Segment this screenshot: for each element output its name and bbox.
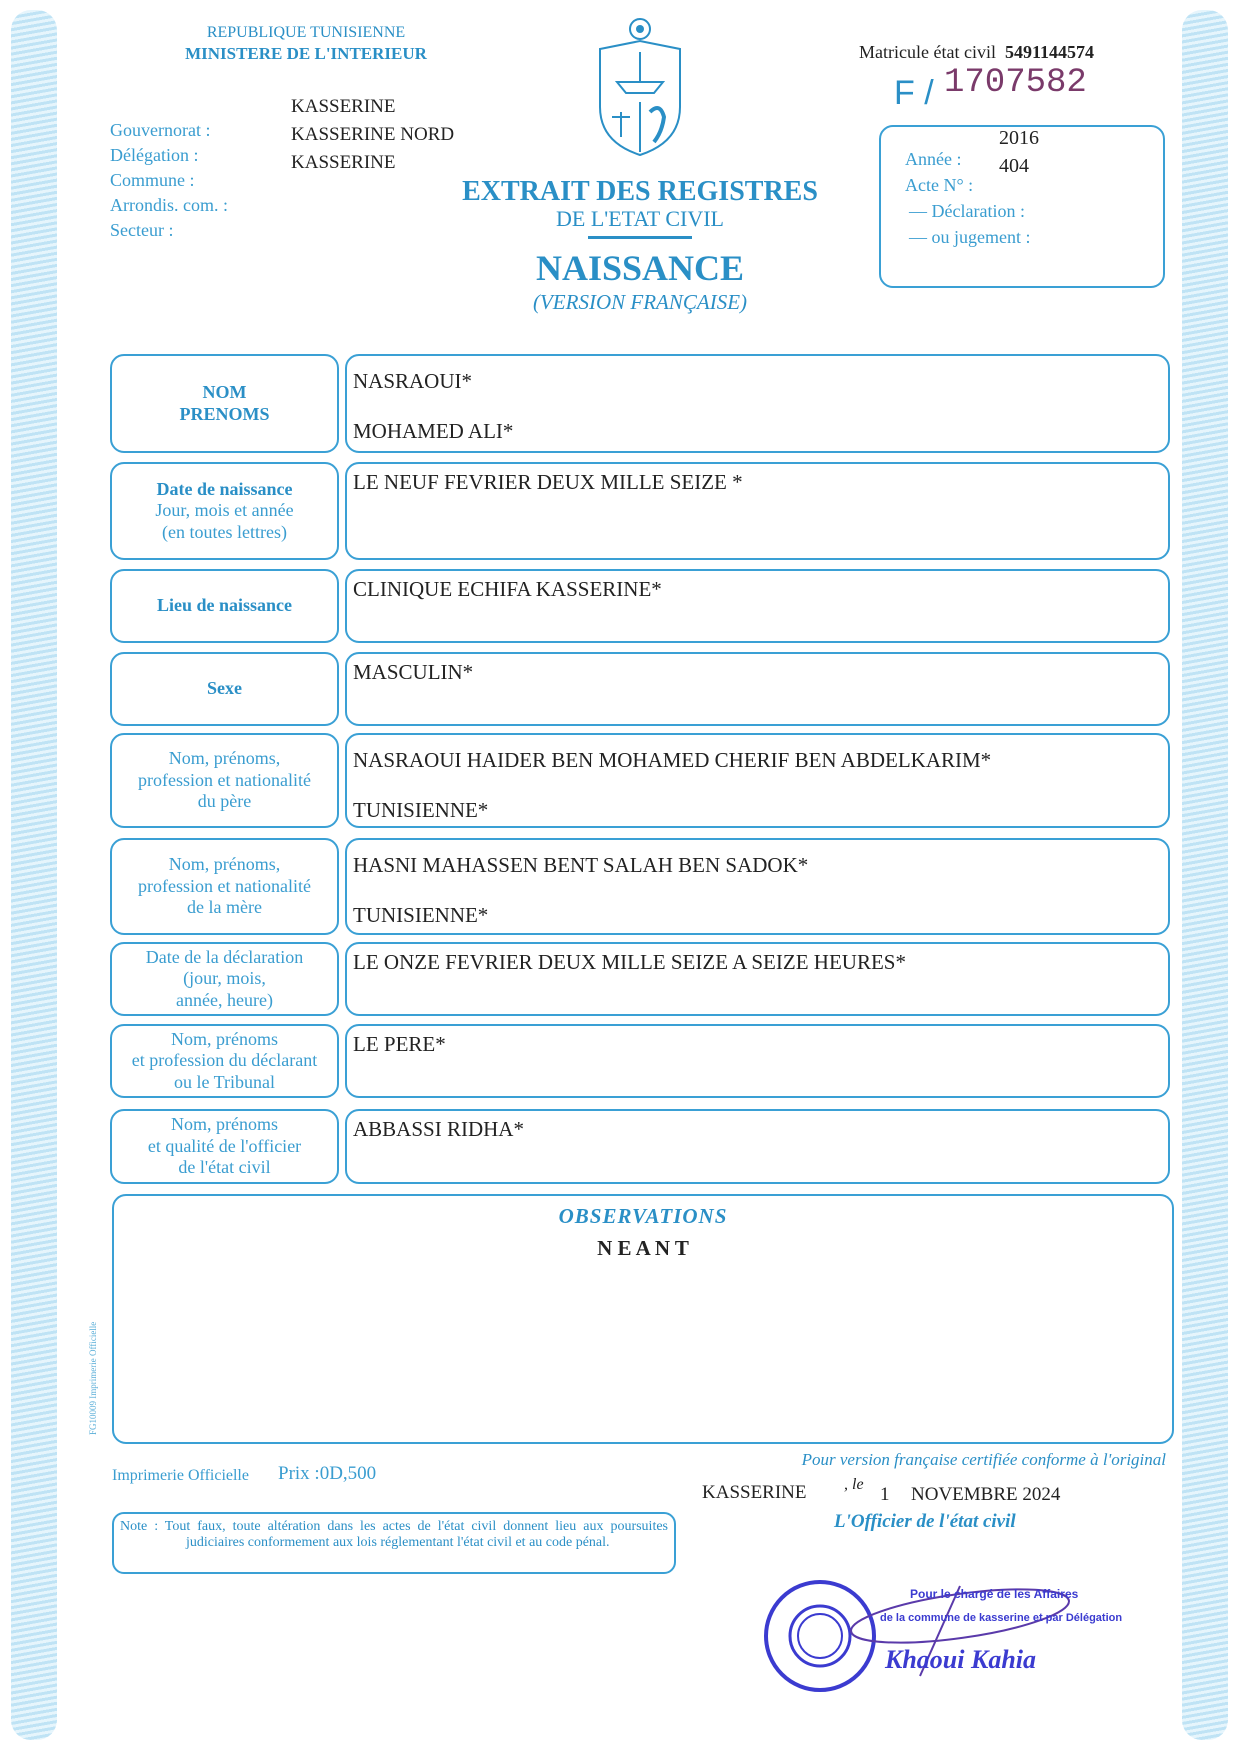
row-value <box>345 354 1170 453</box>
row-label-line: profession et nationalité <box>138 769 311 790</box>
republic-label: REPUBLIQUE TUNISIENNE <box>206 24 406 41</box>
row-label-line: du père <box>197 791 252 812</box>
row-label-line: de l'état civil <box>178 1157 271 1178</box>
row-label-line: Nom, prénoms <box>171 1114 278 1135</box>
row-label-line: Nom, prénoms, <box>168 854 281 875</box>
row-label-title: Lieu de naissance <box>156 595 293 616</box>
legal-note: Note : Tout faux, toute altération dans les actes de l'état civil donnent lieu aux poursuites judiciaires conformement aux lois réglementant l'état civil et au code pénal. <box>112 1512 676 1574</box>
row-value-line: LE NEUF FEVRIER DEUX MILLE SEIZE * <box>353 470 743 494</box>
row-label <box>110 652 339 726</box>
row-value-line: LE ONZE FEVRIER DEUX MILLE SEIZE A SEIZE HEURES* <box>353 950 906 974</box>
row-label-title: NOM <box>202 381 247 402</box>
acte-box <box>879 125 1165 288</box>
coat-of-arms-icon <box>592 17 688 159</box>
commune-label: Commune : <box>110 170 195 190</box>
left-guilloche-border <box>11 10 57 1740</box>
title-etat-civil: DE L'ETAT CIVIL <box>556 206 724 231</box>
officer-label: L'Officier de l'état civil <box>834 1511 1016 1532</box>
observations-label: OBSERVATIONS <box>558 1204 728 1228</box>
row-label <box>110 462 339 560</box>
row-value <box>345 1109 1170 1184</box>
acte-label: Acte N° : <box>905 175 974 195</box>
row-value-line: NASRAOUI HAIDER BEN MOHAMED CHERIF BEN ABDELKARIM* <box>353 748 992 772</box>
row-value-line: TUNISIENNE* <box>353 903 489 927</box>
row-value <box>345 733 1170 828</box>
row-value <box>345 838 1170 935</box>
row-label <box>110 1024 339 1098</box>
printer-label: Imprimerie Officielle <box>112 1467 249 1484</box>
row-value <box>345 1024 1170 1098</box>
arrondissement-label: Arrondis. com. : <box>110 195 228 215</box>
year-label: Année : <box>905 149 962 169</box>
row-label-line: Nom, prénoms, <box>168 748 281 769</box>
location-values <box>291 93 454 177</box>
observations-box <box>112 1194 1174 1444</box>
signature-line-1: Pour le chargé de les Affaires <box>910 1587 1079 1601</box>
row-label-line: année, heure) <box>176 989 273 1010</box>
row-label <box>110 354 339 453</box>
row-label <box>110 1109 339 1184</box>
issue-month-year: NOVEMBRE 2024 <box>911 1484 1061 1505</box>
row-label-line: de la mère <box>187 897 262 918</box>
jugement-label: — ou jugement : <box>909 227 1031 247</box>
row-value <box>345 569 1170 643</box>
serial-prefix: F / <box>894 74 934 112</box>
row-label <box>110 569 339 643</box>
year-value: 2016 <box>999 127 1039 149</box>
row-label-line: Nom, prénoms <box>171 1028 278 1049</box>
signature-line-2: de la commune de kasserine et par Délégation <box>880 1612 1123 1624</box>
row-label-line: Date de la déclaration <box>145 946 304 967</box>
row-label-line: et profession du déclarant <box>131 1050 318 1071</box>
issue-le: , le <box>844 1476 864 1493</box>
official-stamp-signature <box>760 1576 1123 1696</box>
matricule: Matricule état civil 5491144574 <box>859 42 1094 62</box>
serial-number: 1707582 <box>944 64 1087 102</box>
right-guilloche-border <box>1182 10 1228 1740</box>
row-value <box>345 942 1170 1016</box>
signature-name: Khaoui Kahia <box>885 1645 1037 1674</box>
declaration-label: — Déclaration : <box>909 201 1025 221</box>
gouvernorat-value: KASSERINE <box>291 96 396 117</box>
row-value-line: MASCULIN* <box>353 660 474 684</box>
row-label-title: PRENOMS <box>179 403 270 424</box>
row-label-line: et qualité de l'officier <box>147 1135 302 1156</box>
side-print: FG10009 Imprimerie Officielle <box>88 1321 98 1435</box>
title-naissance: NAISSANCE <box>535 248 745 288</box>
row-value-line: LE PERE* <box>353 1032 446 1056</box>
row-value-line: NASRAOUI* <box>353 369 473 393</box>
delegation-value: KASSERINE NORD <box>291 124 455 145</box>
ministry-label: MINISTERE DE L'INTERIEUR <box>185 44 427 63</box>
row-value-line: ABBASSI RIDHA* <box>353 1117 524 1141</box>
issue-day: 1 <box>880 1484 890 1505</box>
commune-value: KASSERINE <box>291 152 396 173</box>
title-divider <box>588 236 692 239</box>
row-label <box>110 733 339 828</box>
issue-city: KASSERINE <box>702 1482 807 1503</box>
delegation-label: Délégation : <box>110 145 199 165</box>
secteur-label: Secteur : <box>110 220 174 240</box>
row-label <box>110 838 339 935</box>
row-value-line: MOHAMED ALI* <box>353 419 514 443</box>
row-label-title: Date de naissance <box>156 478 293 499</box>
row-label-line: (en toutes lettres) <box>162 521 287 542</box>
gouvernorat-label: Gouvernorat : <box>110 120 211 140</box>
location-labels <box>110 118 228 243</box>
title-version: (VERSION FRANÇAISE) <box>532 290 748 314</box>
observations-value: N E A N T <box>597 1236 689 1260</box>
price-label: Prix :0D,500 <box>278 1463 377 1484</box>
row-label <box>110 942 339 1016</box>
row-label-line: ou le Tribunal <box>173 1071 275 1092</box>
row-label-line: profession et nationalité <box>138 875 311 896</box>
certified-label: Pour version française certifiée conforme à l'original <box>801 1450 1166 1469</box>
title-extrait: EXTRAIT DES REGISTRES <box>462 176 818 207</box>
row-value-line: HASNI MAHASSEN BENT SALAH BEN SADOK* <box>353 853 809 877</box>
row-value-line: CLINIQUE ECHIFA KASSERINE* <box>353 577 662 601</box>
row-value-line: TUNISIENNE* <box>353 798 489 822</box>
row-label-title: Sexe <box>207 678 242 699</box>
row-label-line: Jour, mois et année <box>155 500 294 521</box>
row-label-line: (jour, mois, <box>183 968 266 989</box>
acte-value: 404 <box>999 155 1029 177</box>
row-value <box>345 652 1170 726</box>
row-value <box>345 462 1170 560</box>
